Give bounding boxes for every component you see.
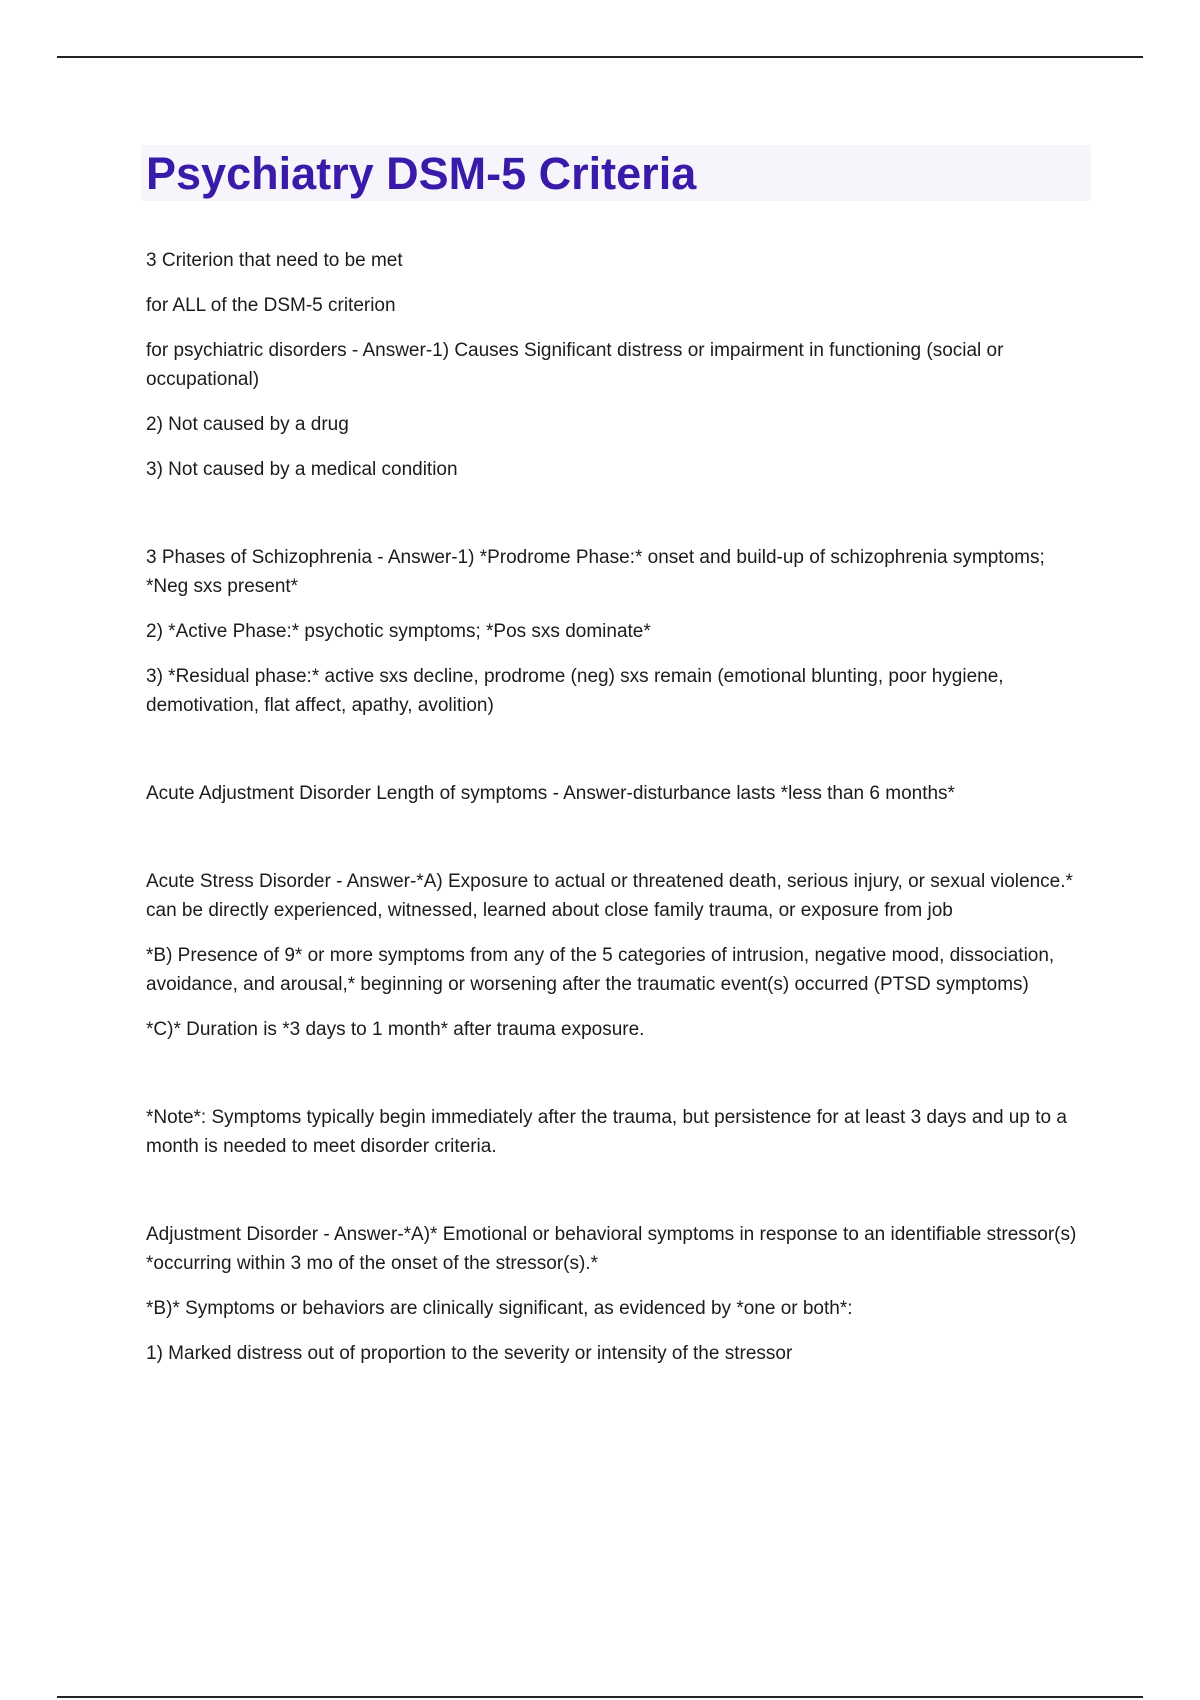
paragraph: 3 Criterion that need to be met: [146, 250, 403, 271]
bottom-rule: [57, 1696, 1143, 1698]
paragraph: 1) Marked distress out of proportion to the severity or intensity of the stressor: [146, 1343, 793, 1364]
document-title: Psychiatry DSM-5 Criteria: [146, 148, 697, 199]
paragraph: 3 Phases of Schizophrenia - Answer-1) *Prodrome Phase:* onset and build-up of schizophrenia symptoms; *Neg sxs present*: [146, 547, 1045, 597]
paragraph: *B)* Symptoms or behaviors are clinically significant, as evidenced by *one or both*:: [146, 1298, 853, 1319]
paragraph: *B) Presence of 9* or more symptoms from any of the 5 categories of intrusion, negative mood, dissociation, avoidance, and arousal,* beginning or worsening after the traumatic event(s) occurred (PTSD symptoms): [146, 945, 1055, 995]
paragraph: *C)* Duration is *3 days to 1 month* after trauma exposure.: [146, 1019, 645, 1040]
paragraph: 2) Not caused by a drug: [146, 414, 349, 435]
paragraph: Adjustment Disorder - Answer-*A)* Emotional or behavioral symptoms in response to an identifiable stressor(s) *occurring within 3 mo of the onset of the stressor(s).*: [146, 1224, 1077, 1274]
paragraph: 3) *Residual phase:* active sxs decline, prodrome (neg) sxs remain (emotional blunting, poor hygiene, demotivation, flat affect, apathy, avolition): [146, 666, 1004, 716]
paragraph: for psychiatric disorders - Answer-1) Causes Significant distress or impairment in functioning (social or occupational): [146, 340, 1004, 390]
paragraph: 2) *Active Phase:* psychotic symptoms; *Pos sxs dominate*: [146, 621, 651, 642]
document-body: [146, 246, 1091, 1368]
paragraph: 3) Not caused by a medical condition: [146, 459, 458, 480]
paragraph: for ALL of the DSM-5 criterion: [146, 295, 396, 316]
paragraph: Acute Stress Disorder - Answer-*A) Exposure to actual or threatened death, serious injury, or sexual violence.* can be directly experienced, witnessed, learned about close family trauma, or exposure from job: [146, 871, 1073, 921]
paragraph: Acute Adjustment Disorder Length of symptoms - Answer-disturbance lasts *less than 6 months*: [146, 783, 955, 804]
paragraph: *Note*: Symptoms typically begin immediately after the trauma, but persistence for at least 3 days and up to a month is needed to meet disorder criteria.: [146, 1107, 1067, 1157]
top-rule: [57, 56, 1143, 58]
